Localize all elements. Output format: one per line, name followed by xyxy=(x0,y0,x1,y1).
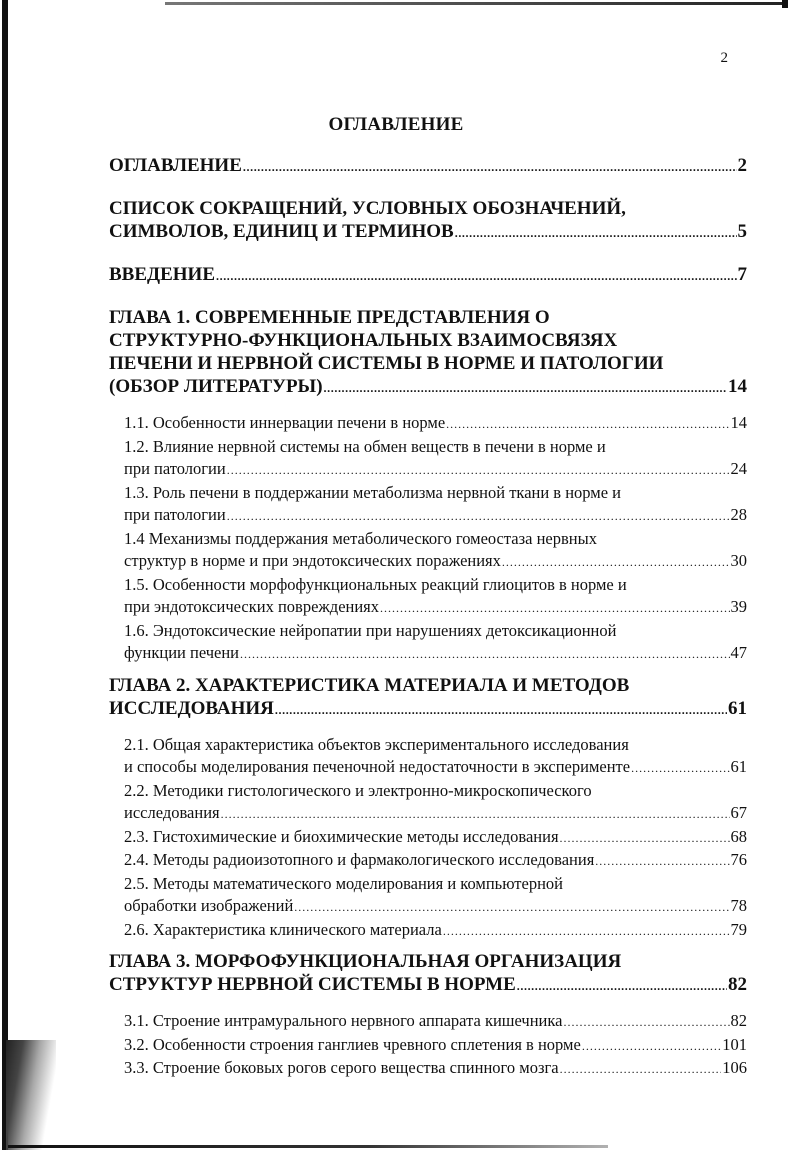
toc-section-2-2[interactable] xyxy=(124,780,747,826)
toc-section-2-5[interactable] xyxy=(124,873,747,919)
dot-leader xyxy=(446,413,729,436)
dot-leader xyxy=(560,827,730,850)
toc-page-ref: 2 xyxy=(737,155,747,176)
table-of-contents xyxy=(109,154,747,1081)
toc-page-ref: 24 xyxy=(730,459,747,478)
toc-section-2-3[interactable] xyxy=(124,826,747,850)
toc-entry-title: 2.6. Характеристика клинического материала xyxy=(124,919,442,939)
dot-leader xyxy=(517,975,727,998)
toc-entry-title-line: ГЛАВА 3. МОРФОФУНКЦИОНАЛЬНАЯ ОРГАНИЗАЦИЯ xyxy=(109,951,622,972)
toc-entry-title-line: ГЛАВА 2. ХАРАКТЕРИСТИКА МАТЕРИАЛА И МЕТОДОВ xyxy=(109,674,630,696)
toc-page-ref: 79 xyxy=(730,919,747,939)
toc-section-2-4[interactable] xyxy=(124,849,747,873)
dot-leader xyxy=(221,803,730,826)
toc-section-3-3[interactable] xyxy=(124,1057,747,1081)
dot-leader xyxy=(595,850,729,873)
toc-section-1-3[interactable] xyxy=(124,482,747,528)
dot-leader xyxy=(240,643,729,666)
dot-leader xyxy=(560,1058,722,1081)
scan-edge-left xyxy=(2,0,8,1150)
toc-entry-title-line: 1.4 Механизмы поддержания метаболического гомеостаза нервных xyxy=(124,528,597,548)
scan-edge-bottom xyxy=(8,1145,608,1148)
toc-chapter-2[interactable] xyxy=(109,674,747,722)
toc-page-ref: 82 xyxy=(730,1011,747,1030)
toc-page-ref: 101 xyxy=(722,1034,747,1054)
toc-entry-title: обработки изображений xyxy=(124,896,294,915)
dot-leader xyxy=(631,757,729,780)
toc-section-3-1[interactable] xyxy=(124,1010,747,1034)
toc-entry-title-line: ГЛАВА 1. СОВРЕМЕННЫЕ ПРЕДСТАВЛЕНИЯ О xyxy=(109,307,550,328)
toc-entry-abbreviations[interactable] xyxy=(109,197,747,245)
toc-page-ref: 5 xyxy=(737,221,747,242)
scan-shadow-bottom-left xyxy=(6,1040,56,1150)
toc-entry-title-line: ПЕЧЕНИ И НЕРВНОЙ СИСТЕМЫ В НОРМЕ И ПАТОЛОГИИ xyxy=(109,353,664,374)
toc-entry-title: ВВЕДЕНИЕ xyxy=(109,264,215,285)
toc-entry-title-line: СПИСОК СОКРАЩЕНИЙ, УСЛОВНЫХ ОБОЗНАЧЕНИЙ, xyxy=(109,198,626,219)
dot-leader xyxy=(455,222,737,245)
toc-page-ref: 61 xyxy=(730,757,747,776)
toc-page-ref: 14 xyxy=(730,413,747,432)
toc-section-3-2[interactable] xyxy=(124,1034,747,1058)
toc-entry-introduction[interactable] xyxy=(109,263,747,288)
toc-section-1-5[interactable] xyxy=(124,574,747,620)
dot-leader xyxy=(275,699,727,722)
toc-entry-contents[interactable] xyxy=(109,154,747,179)
toc-entry-title: 3.1. Строение интрамурального нервного аппарата кишечника xyxy=(124,1011,563,1030)
toc-section-2-1[interactable] xyxy=(124,734,747,780)
page-title: ОГЛАВЛЕНИЕ xyxy=(328,114,464,135)
toc-page-ref: 76 xyxy=(730,850,747,869)
toc-page-ref: 39 xyxy=(730,597,747,616)
toc-section-1-2[interactable] xyxy=(124,436,747,482)
toc-entry-title: ИССЛЕДОВАНИЯ xyxy=(109,697,274,719)
dot-leader xyxy=(294,896,729,919)
toc-section-1-1[interactable] xyxy=(124,412,747,436)
page-number: 2 xyxy=(720,50,728,66)
dot-leader xyxy=(443,920,730,943)
toc-entry-title: 3.2. Особенности строения ганглиев чревного сплетения в норме xyxy=(124,1034,581,1054)
toc-section-1-6[interactable] xyxy=(124,620,747,666)
toc-page-ref: 82 xyxy=(728,974,747,995)
toc-entry-title: 2.3. Гистохимические и биохимические методы исследования xyxy=(124,826,559,846)
dot-leader xyxy=(502,551,730,574)
toc-page-ref: 14 xyxy=(728,376,747,397)
dot-leader xyxy=(243,156,737,179)
dot-leader xyxy=(380,597,729,620)
toc-page-ref: 61 xyxy=(728,697,747,719)
toc-entry-title-line: 1.5. Особенности морфофункциональных реакций глиоцитов в норме и xyxy=(124,574,627,594)
toc-page-ref: 47 xyxy=(730,643,747,662)
toc-entry-title: 3.3. Строение боковых рогов серого вещества спинного мозга xyxy=(124,1058,559,1077)
toc-entry-title: структур в норме и при эндотоксических поражениях xyxy=(124,551,501,570)
toc-entry-title: ОГЛАВЛЕНИЕ xyxy=(109,155,242,176)
toc-page-ref: 68 xyxy=(730,826,747,846)
toc-entry-title: при эндотоксических повреждениях xyxy=(124,597,380,616)
toc-entry-title: СИМВОЛОВ, ЕДИНИЦ И ТЕРМИНОВ xyxy=(109,221,454,242)
toc-page-ref: 28 xyxy=(730,505,747,524)
toc-entry-title-line: 1.6. Эндотоксические нейропатии при нарушениях детоксикационной xyxy=(124,620,617,640)
toc-chapter-1[interactable] xyxy=(109,306,747,400)
scan-edge-top xyxy=(165,2,787,5)
scan-corner-top-right xyxy=(782,0,788,8)
toc-entry-title: функции печени xyxy=(124,643,240,662)
toc-page-ref: 67 xyxy=(730,803,747,822)
toc-entry-title: при патологии xyxy=(124,505,226,524)
toc-entry-title: исследования xyxy=(124,803,220,822)
toc-section-2-6[interactable] xyxy=(124,919,747,943)
toc-entry-title-line: 2.5. Методы математического моделирования и компьютерной xyxy=(124,873,564,893)
toc-chapter-3[interactable] xyxy=(109,950,747,998)
dot-leader xyxy=(227,505,730,528)
toc-section-1-4[interactable] xyxy=(124,528,747,574)
toc-page-ref: 7 xyxy=(737,264,747,285)
toc-entry-title: СТРУКТУР НЕРВНОЙ СИСТЕМЫ В НОРМЕ xyxy=(109,974,516,995)
toc-entry-title: и способы моделирования печеночной недостаточности в эксперименте xyxy=(124,757,631,776)
toc-entry-title-line: 2.2. Методики гистологического и электронно-микроскопического xyxy=(124,780,592,800)
toc-entry-title: 1.1. Особенности иннервации печени в норме xyxy=(124,413,446,432)
toc-entry-title: при патологии xyxy=(124,459,226,478)
toc-entry-title-line: 1.3. Роль печени в поддержании метаболизма нервной ткани в норме и xyxy=(124,482,622,502)
toc-entry-title: (ОБЗОР ЛИТЕРАТУРЫ) xyxy=(109,376,323,397)
toc-page-ref: 106 xyxy=(722,1058,747,1077)
toc-page-ref: 30 xyxy=(730,551,747,570)
dot-leader xyxy=(563,1011,729,1034)
dot-leader xyxy=(227,459,730,482)
dot-leader xyxy=(324,377,727,400)
toc-entry-title: 2.4. Методы радиоизотопного и фармакологического исследования xyxy=(124,850,595,869)
toc-entry-title-line: СТРУКТУРНО-ФУНКЦИОНАЛЬНЫХ ВЗАИМОСВЯЗЯХ xyxy=(109,330,618,351)
toc-entry-title-line: 2.1. Общая характеристика объектов экспериментального исследования xyxy=(124,734,629,754)
toc-page-ref: 78 xyxy=(730,896,747,915)
toc-entry-title-line: 1.2. Влияние нервной системы на обмен веществ в печени в норме и xyxy=(124,436,606,456)
dot-leader xyxy=(582,1035,721,1058)
dot-leader xyxy=(216,265,737,288)
